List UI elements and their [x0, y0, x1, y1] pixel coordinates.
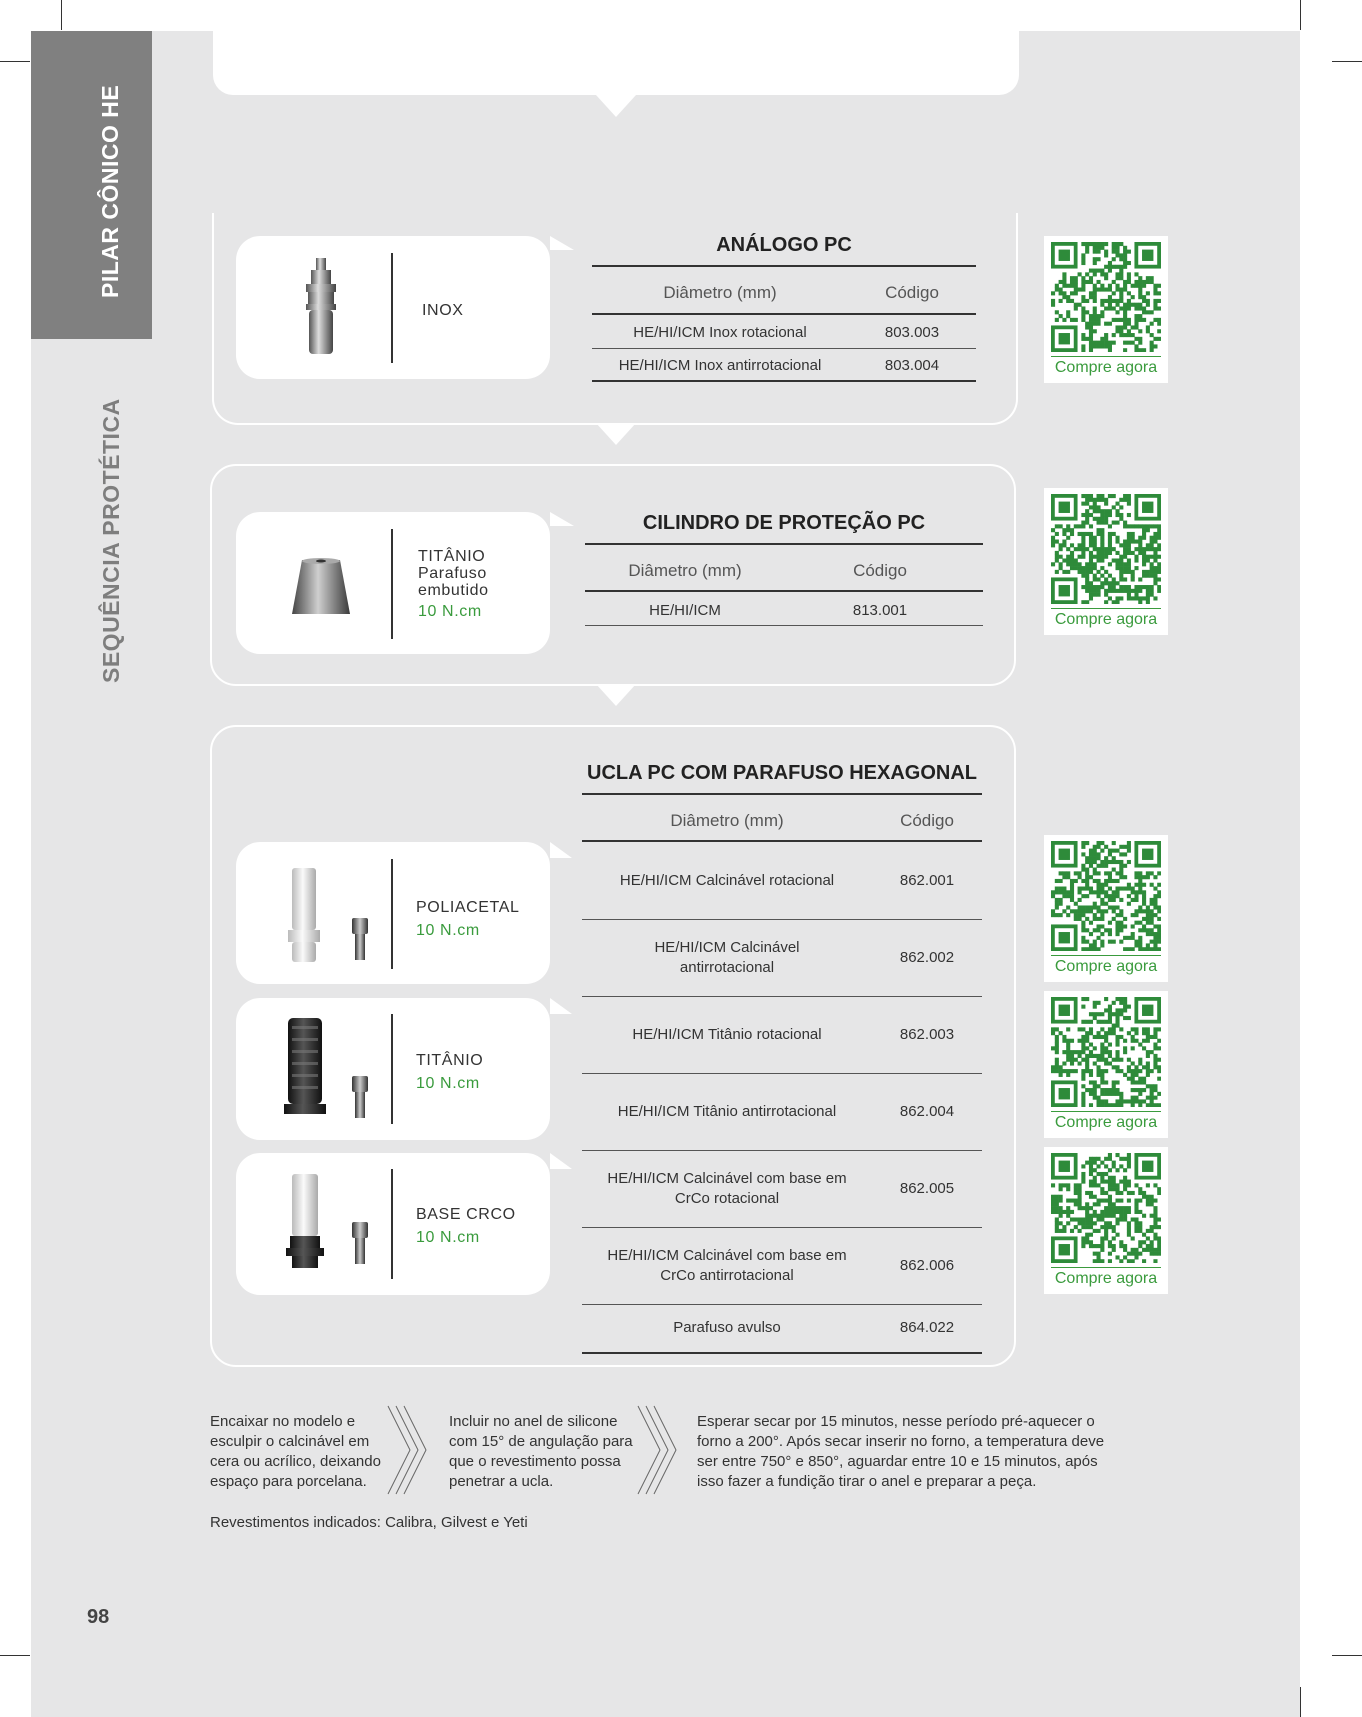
ucla-row-code: 862.005	[899, 1179, 955, 1197]
qr-code-icon	[1051, 997, 1161, 1107]
analogo-row-diam: HE/HI/ICM Inox rotacional	[633, 324, 807, 341]
qr-code-ucla-titanio[interactable]	[1044, 991, 1168, 1138]
col-header-diam: Diâmetro (mm)	[628, 561, 742, 580]
cilindro-material: TITÂNIO Parafuso embutido 10 N.cm	[418, 548, 489, 620]
analogo-row-code: 803.003	[884, 324, 940, 341]
analogo-material: INOX	[422, 302, 464, 319]
qr-code-icon	[1051, 494, 1161, 604]
buy-now-link[interactable]: Compre agora	[1051, 1111, 1161, 1132]
chevron-right-icon	[634, 1404, 684, 1496]
table-rule	[592, 348, 976, 349]
table-rule	[592, 380, 976, 382]
cilindro-row-diam: HE/HI/ICM	[649, 602, 721, 619]
step-arrow	[596, 95, 636, 117]
cilindro-title: CILINDRO DE PROTEÇÃO PC	[642, 512, 926, 534]
chapter-title: SEQUÊNCIA PROTÉTICA	[98, 398, 124, 683]
ucla-row-diam: HE/HI/ICM Calcinável rotacional	[619, 871, 835, 889]
step-3: Esperar secar por 15 minutos, nesse período pré-aquecer o forno a 200°. Após secar inserir no forno, a temperatura deve ser entre 750° e 850°, aguardar entre 10 e 15 minutos, após isso fazer a fundição tirar o anel e preparar a peça.	[697, 1413, 1105, 1490]
ucla-poliacetal-image	[282, 866, 372, 966]
card-divider	[391, 529, 393, 639]
page-number: 98	[87, 1606, 110, 1628]
ucla-titanio-image	[282, 1016, 372, 1126]
buy-now-link[interactable]: Compre agora	[1051, 608, 1161, 629]
ucla-row-code: 862.002	[899, 948, 955, 966]
ucla-row-code: 862.006	[899, 1256, 955, 1274]
analogo-product-card	[236, 236, 550, 379]
analogo-row-diam: HE/HI/ICM Inox antirrotacional	[618, 357, 822, 374]
col-header-diam: Diâmetro (mm)	[670, 811, 784, 830]
table-rule	[585, 590, 983, 592]
qr-code-cilindro[interactable]	[1044, 488, 1168, 635]
col-header-code: Código	[900, 811, 954, 830]
ucla-crco-material: BASE CRCO 10 N.cm	[416, 1206, 516, 1246]
ucla-titanio-material: TITÂNIO 10 N.cm	[416, 1052, 484, 1092]
qr-code-icon	[1051, 841, 1161, 951]
ucla-row-diam: HE/HI/ICM Calcinável com base em CrCo rotacional	[607, 1169, 847, 1207]
ucla-crco-image	[282, 1172, 372, 1272]
analogo-title: ANÁLOGO PC	[716, 234, 852, 256]
table-rule	[592, 313, 976, 315]
card-divider	[391, 1014, 393, 1124]
cilindro-product-image	[290, 556, 352, 616]
cilindro-product-card	[236, 512, 550, 654]
col-header-diam: Diâmetro (mm)	[663, 283, 777, 302]
previous-step-box	[213, 31, 1019, 95]
ucla-poliacetal-material: POLIACETAL 10 N.cm	[416, 899, 520, 939]
table-rule	[585, 543, 983, 545]
table-rule	[582, 793, 982, 795]
ucla-row-diam: HE/HI/ICM Calcinável antirrotacional	[654, 938, 800, 976]
ucla-row-code: 862.004	[899, 1102, 955, 1120]
analogo-row-code: 803.004	[884, 357, 940, 374]
step-1: Encaixar no modelo e esculpir o calcinável em cera ou acrílico, deixando espaço para porcelana.	[210, 1413, 381, 1490]
table-rule	[592, 265, 976, 267]
footnote: Revestimentos indicados: Calibra, Gilvest e Yeti	[210, 1514, 528, 1531]
table-rule	[585, 625, 983, 626]
card-divider	[391, 1169, 393, 1279]
ucla-row-diam: HE/HI/ICM Titânio rotacional	[632, 1025, 822, 1043]
ucla-row-code: 862.003	[899, 1025, 955, 1043]
qr-code-analogo[interactable]	[1044, 236, 1168, 383]
step-arrow	[596, 684, 636, 706]
section-tab	[31, 31, 152, 339]
cilindro-row-code: 813.001	[852, 602, 908, 619]
ucla-row-diam: HE/HI/ICM Titânio antirrotacional	[617, 1102, 837, 1120]
chevron-right-icon	[384, 1404, 434, 1496]
buy-now-link[interactable]: Compre agora	[1051, 356, 1161, 377]
qr-code-icon	[1051, 242, 1161, 352]
col-header-code: Código	[885, 283, 939, 302]
analogo-product-image	[300, 256, 342, 356]
step-arrow	[596, 423, 636, 445]
step-2: Incluir no anel de silicone com 15° de angulação para que o revestimento possa penetrar a ucla.	[449, 1413, 633, 1490]
qr-code-ucla-crco[interactable]	[1044, 1147, 1168, 1294]
buy-now-link[interactable]: Compre agora	[1051, 955, 1161, 976]
qr-code-icon	[1051, 1153, 1161, 1263]
buy-now-link[interactable]: Compre agora	[1051, 1267, 1161, 1288]
ucla-row-diam: Parafuso avulso	[673, 1319, 781, 1336]
section-title: PILAR CÔNICO HE	[97, 84, 123, 298]
ucla-row-code: 862.001	[899, 871, 955, 889]
col-header-code: Código	[853, 561, 907, 580]
ucla-row-diam: HE/HI/ICM Calcinável com base em CrCo antirrotacional	[607, 1246, 847, 1284]
qr-code-ucla-poliacetal[interactable]	[1044, 835, 1168, 982]
ucla-title: UCLA PC COM PARAFUSO HEXAGONAL	[587, 762, 977, 784]
card-divider	[391, 253, 393, 363]
card-divider	[391, 859, 393, 969]
table-rule	[582, 1352, 982, 1354]
ucla-row-code: 864.022	[899, 1319, 955, 1336]
